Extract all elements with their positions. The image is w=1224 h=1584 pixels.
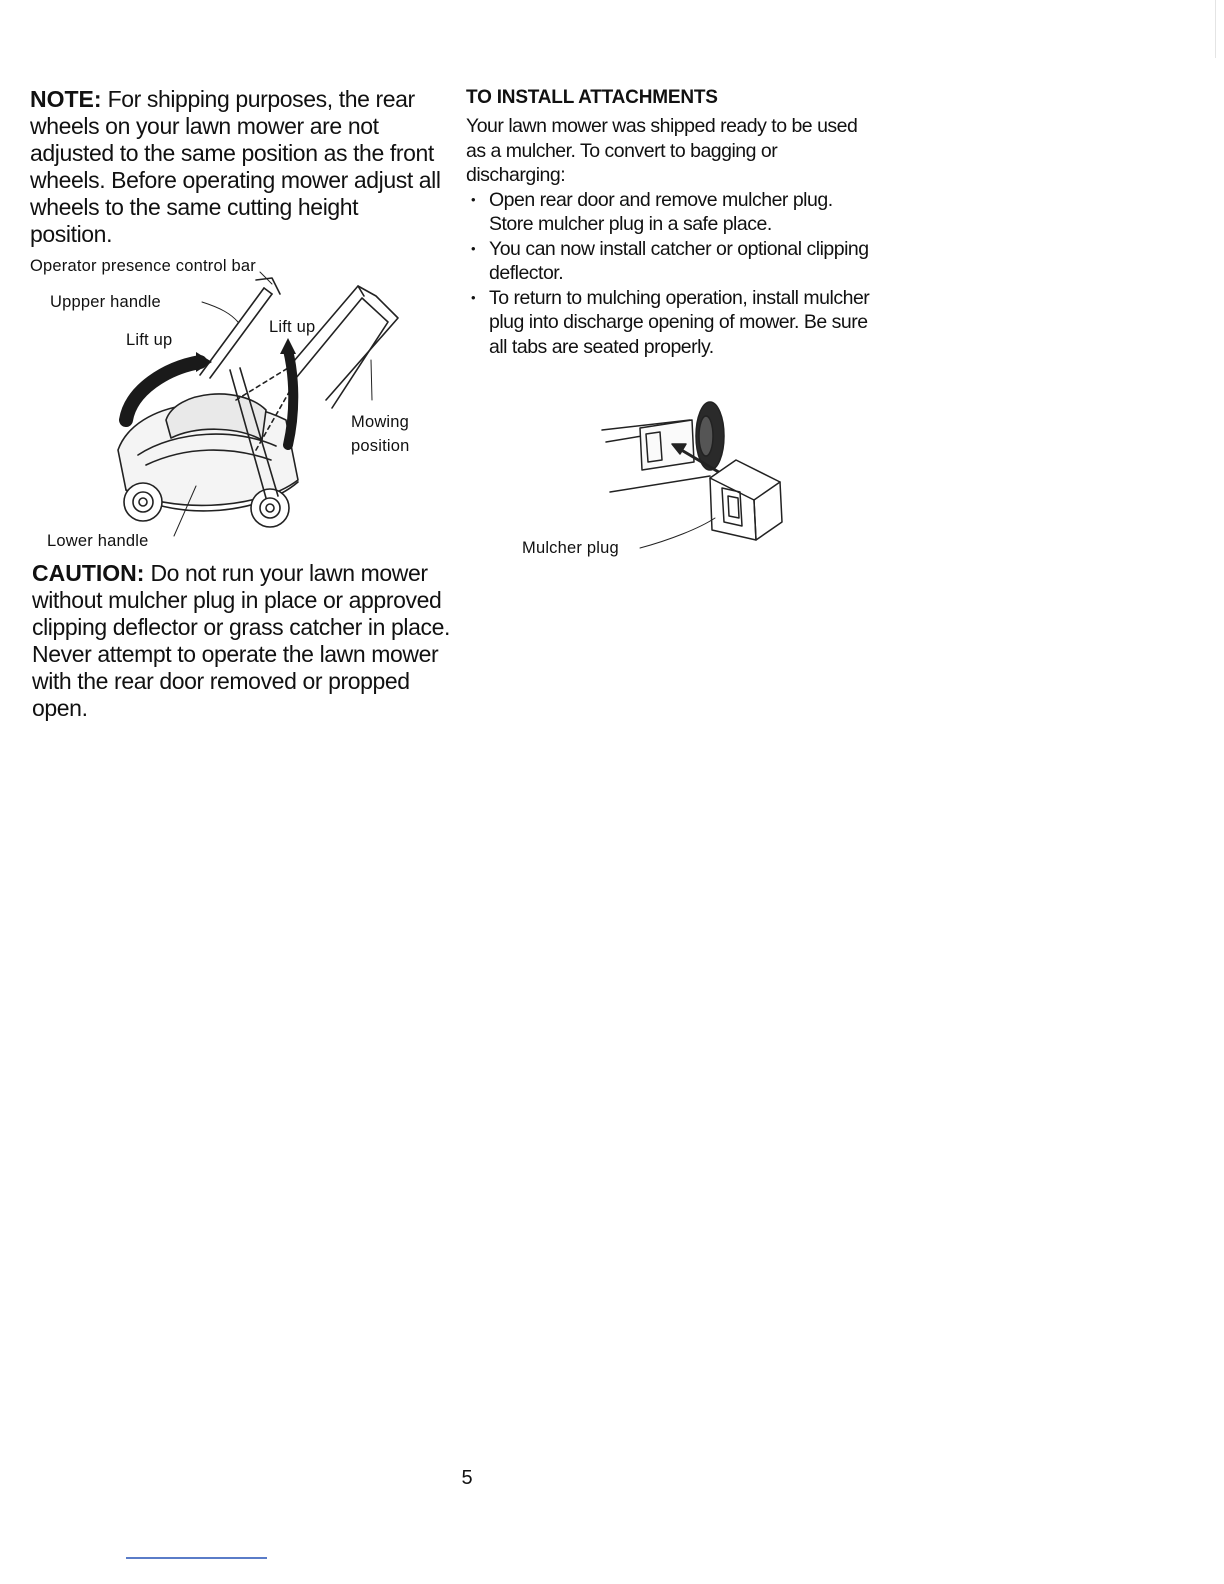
handle-adjustment-figure <box>26 250 446 560</box>
label-lift-up-left: Lift up <box>126 331 173 349</box>
install-step-text: You can now install catcher or optional clipping deflector. <box>489 237 869 284</box>
label-position: position <box>351 437 410 455</box>
bullet-icon: • <box>470 289 476 305</box>
bullet-icon: • <box>470 240 476 256</box>
note-label: NOTE: <box>30 86 102 112</box>
scan-edge <box>1215 0 1224 58</box>
install-heading: TO INSTALL ATTACHMENTS <box>466 87 718 108</box>
install-steps-list <box>466 188 876 360</box>
page-number: 5 <box>461 1467 473 1489</box>
note-text: For shipping purposes, the rear wheels on your lawn mower are not adjusted to the same position as the front wheels. Before operating mower adjust all wheels to the same cutting height position. <box>30 86 441 247</box>
footer-rule <box>126 1557 267 1559</box>
note-paragraph <box>30 86 442 248</box>
label-operator-presence-bar: Operator presence control bar <box>30 257 256 275</box>
label-mowing: Mowing <box>351 413 410 431</box>
label-upper-handle: Uppper handle <box>50 293 161 311</box>
label-lift-up-right: Lift up <box>269 318 316 336</box>
install-step <box>466 286 876 360</box>
install-step <box>466 188 876 237</box>
mulcher-plug-figure <box>510 390 810 570</box>
install-attachments-section <box>466 86 876 359</box>
install-step-text: To return to mulching operation, install mulcher plug into discharge opening of mower. Be sure all tabs are seated properly. <box>489 286 870 358</box>
label-mulcher-plug: Mulcher plug <box>522 539 619 557</box>
install-step-text: Open rear door and remove mulcher plug. Store mulcher plug in a safe place. <box>489 188 833 235</box>
caution-text: Do not run your lawn mower without mulcher plug in place or approved clipping deflector or grass catcher in place. Never attempt to operate the lawn mower with the rear door removed or propped open. <box>32 560 450 721</box>
caution-label: CAUTION: <box>32 560 145 586</box>
caution-paragraph <box>32 560 452 722</box>
label-lower-handle: Lower handle <box>47 532 149 550</box>
install-intro: Your lawn mower was shipped ready to be used as a mulcher. To convert to bagging or discharging: <box>466 115 858 186</box>
bullet-icon: • <box>470 191 476 207</box>
install-step <box>466 237 876 286</box>
